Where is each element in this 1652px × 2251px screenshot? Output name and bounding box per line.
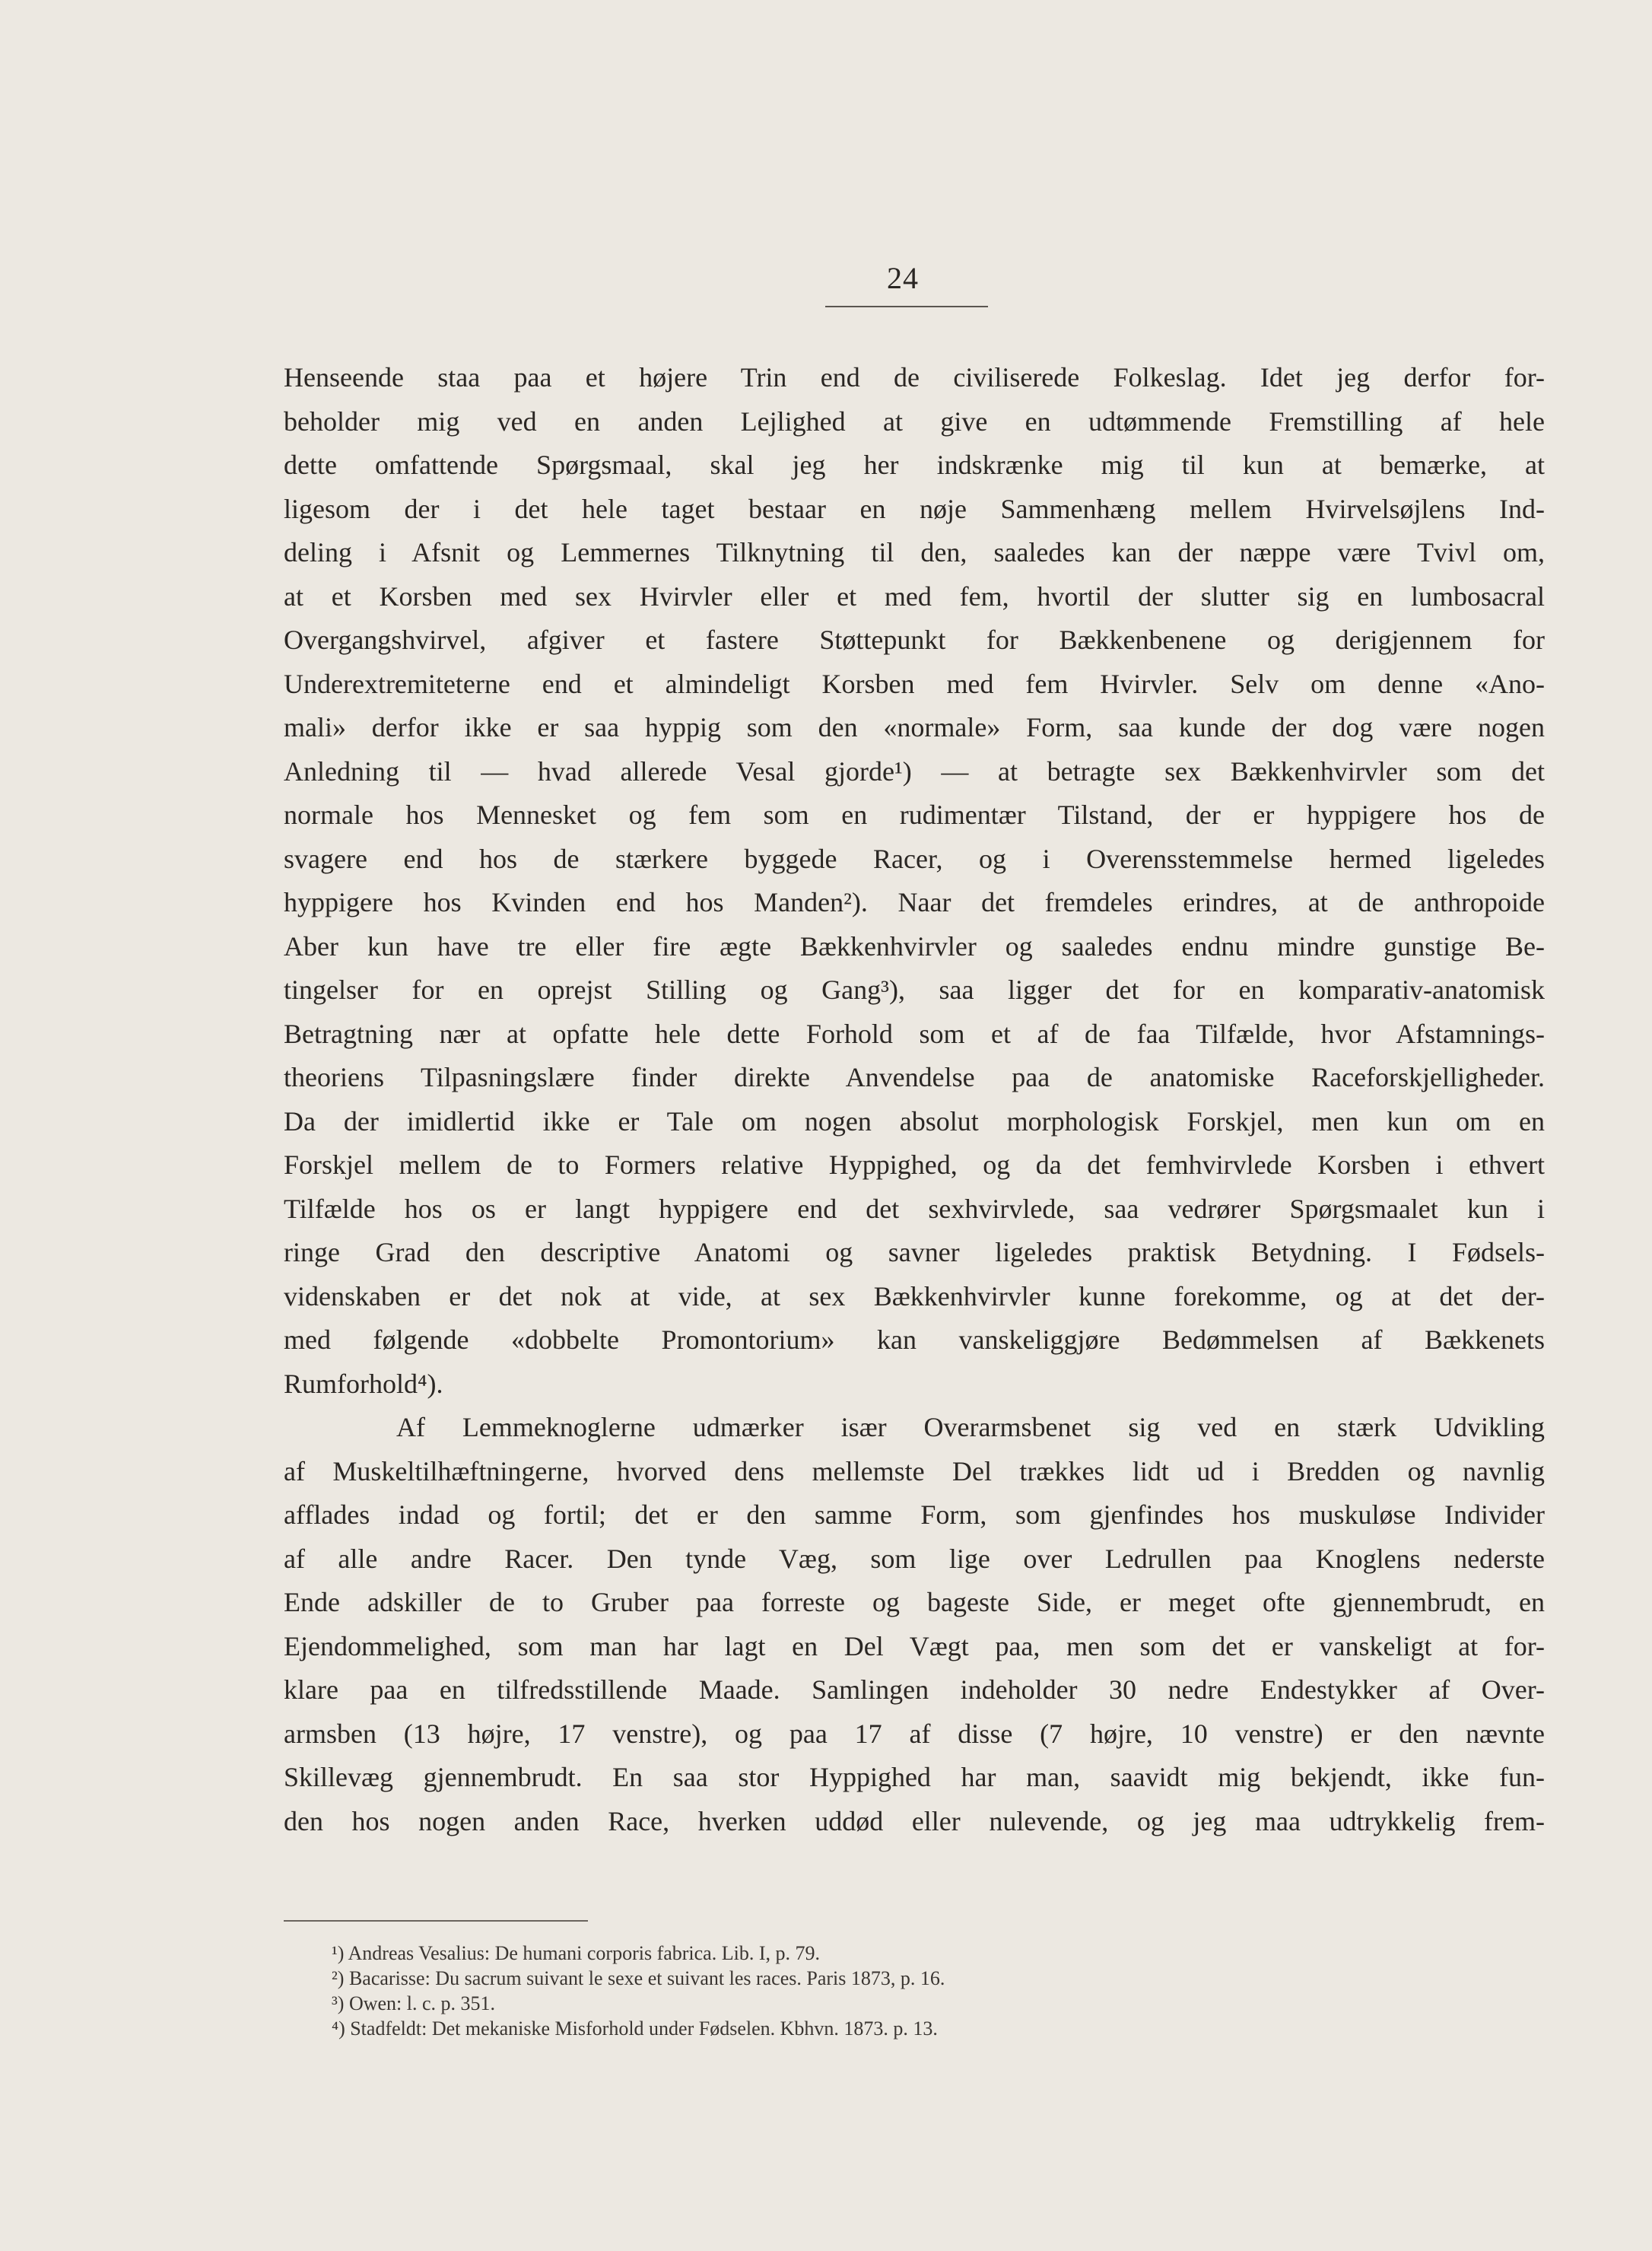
text-line: den hos nogen anden Race, hverken uddød eller nulevende, og jeg maa udtrykkelig frem- (284, 1805, 1545, 1836)
text-line: tingelser for en oprejst Stilling og Gang³), saa ligger det for en komparativ-anatomisk (284, 974, 1545, 1005)
text-line: Rumforhold⁴). (284, 1368, 443, 1399)
text-line: med følgende «dobbelte Promontorium» kan vanskeliggjøre Bedømmelsen af Bækkenets (284, 1324, 1545, 1355)
text-line: Tilfælde hos os er langt hyppigere end det sexhvirvlede, saa vedrører Spørgsmaalet kun i (284, 1193, 1545, 1224)
text-line: at et Korsben med sex Hvirvler eller et med fem, hvortil der slutter sig en lumbosacral (284, 580, 1545, 612)
text-line: af alle andre Racer. Den tynde Væg, som lige over Ledrullen paa Knoglens nederste (284, 1543, 1545, 1574)
footnote: ³) Owen: l. c. p. 351. (332, 1992, 496, 2014)
text-line: Aber kun have tre eller fire ægte Bækkenhvirvler og saaledes endnu mindre gunstige Be- (284, 930, 1545, 962)
text-line: armsben (13 højre, 17 venstre), og paa 17 af disse (7 højre, 10 venstre) er den nævnte (284, 1718, 1545, 1749)
text-line: Af Lemmeknoglerne udmærker især Overarmsbenet sig ved en stærk Udvikling (396, 1412, 1545, 1442)
text-line: afflades indad og fortil; det er den samme Form, som gjenfindes hos muskuløse Individer (284, 1499, 1545, 1530)
footnote: ¹) Andreas Vesalius: De humani corporis fabrica. Lib. I, p. 79. (332, 1942, 820, 1964)
text-line: ligesom der i det hele taget bestaar en nøje Sammenhæng mellem Hvirvelsøjlens Ind- (284, 493, 1545, 524)
text-line: Overgangshvirvel, afgiver et fastere Støttepunkt for Bækkenbenene og derigjennem for (284, 625, 1545, 655)
text-line: deling i Afsnit og Lemmernes Tilknytning til den, saaledes kan der næppe være Tvivl om, (284, 537, 1545, 568)
text-line: Anledning til — hvad allerede Vesal gjorde¹) — at betragte sex Bækkenhvirvler som det (284, 755, 1545, 787)
text-line: Ejendommelighed, som man har lagt en Del Vægt paa, men som det er vanskeligt at for- (284, 1630, 1545, 1661)
text-line: mali» derfor ikke er saa hyppig som den «normale» Form, saa kunde der dog være nogen (284, 712, 1545, 742)
footnote: ²) Bacarisse: Du sacrum suivant le sexe et suivant les races. Paris 1873, p. 16. (332, 1967, 945, 1989)
text-line: videnskaben er det nok at vide, at sex Bækkenhvirvler kunne forekomme, og at det der- (284, 1280, 1545, 1311)
text-line: Forskjel mellem de to Formers relative Hyppighed, og da det femhvirvlede Korsben i ethvert (284, 1149, 1545, 1180)
text-line: af Muskeltilhæftningerne, hvorved dens mellemste Del trækkes lidt ud i Bredden og navnlig (284, 1455, 1545, 1486)
text-line: hyppigere hos Kvinden end hos Manden²). Naar det fremdeles erindres, at de anthropoide (284, 887, 1545, 917)
text-line: beholder mig ved en anden Lejlighed at give en udtømmende Fremstilling af hele (284, 405, 1545, 437)
text-line: Skillevæg gjennembrudt. En saa stor Hyppighed har man, saavidt mig bekjendt, ikke fun- (284, 1762, 1545, 1792)
header-rule (825, 306, 988, 307)
footnote-rule (284, 1920, 588, 1922)
text-line: svagere end hos de stærkere byggede Racer, og i Overensstemmelse hermed ligeledes (284, 843, 1545, 874)
body-text (284, 356, 1545, 1843)
text-line: dette omfattende Spørgsmaal, skal jeg her indskrænke mig til kun at bemærke, at (284, 450, 1545, 480)
footnote: ⁴) Stadfeldt: Det mekaniske Misforhold under Fødselen. Kbhvn. 1873. p. 13. (332, 2017, 938, 2040)
page-number: 24 (887, 261, 919, 295)
text-line: ringe Grad den descriptive Anatomi og savner ligeledes praktisk Betydning. I Fødsels- (284, 1237, 1545, 1267)
text-line: theoriens Tilpasningslære finder direkte Anvendelse paa de anatomiske Raceforskjelligheder. (284, 1062, 1545, 1092)
text-line: klare paa en tilfredsstillende Maade. Samlingen indeholder 30 nedre Endestykker af Over- (284, 1674, 1545, 1705)
text-line: Betragtning nær at opfatte hele dette Forhold som et af de faa Tilfælde, hvor Afstamnings- (284, 1018, 1545, 1049)
text-line: Ende adskiller de to Gruber paa forreste og bageste Side, er meget ofte gjennembrudt, en (284, 1587, 1545, 1617)
text-line: normale hos Mennesket og fem som en rudimentær Tilstand, der er hyppigere hos de (284, 800, 1545, 830)
text-line: Underextremiteterne end et almindeligt Korsben med fem Hvirvler. Selv om denne «Ano- (284, 668, 1545, 699)
footnotes (332, 1941, 1473, 2041)
text-line: Henseende staa paa et højere Trin end de civiliserede Folkeslag. Idet jeg derfor for- (284, 362, 1545, 393)
text-line: Da der imidlertid ikke er Tale om nogen absolut morphologisk Forskjel, men kun om en (284, 1105, 1545, 1137)
